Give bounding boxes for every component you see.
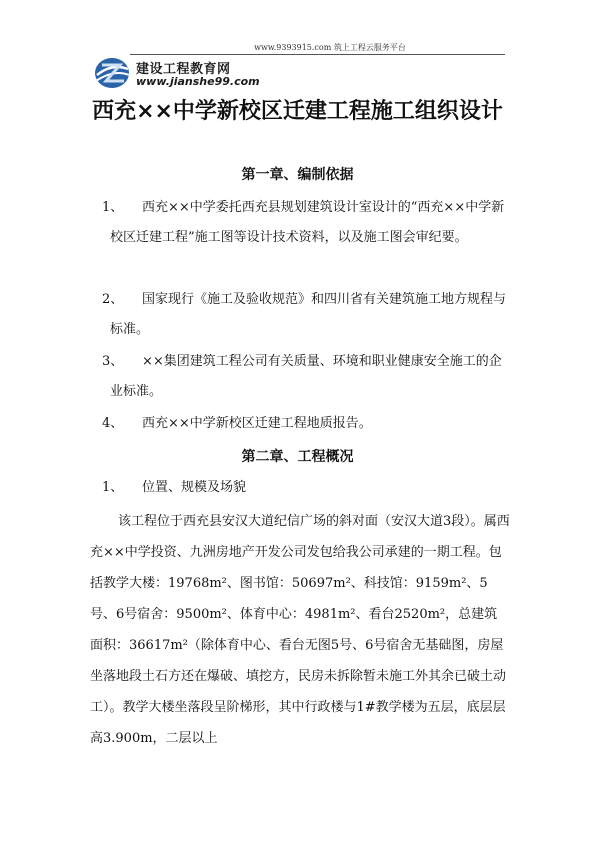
chapter-heading: 第一章、编制依据 [241, 167, 354, 183]
item-number: 3、 [102, 354, 124, 369]
item-text: 西充××中学委托西充县规划建筑设计室设计的“西充××中学新校区迁建工程”施工图等设计技术资料，以及施工图会审纪要。 [110, 200, 505, 245]
sub-item [102, 473, 510, 503]
logo-url: www.jianshe99.com [136, 75, 260, 88]
list-item [102, 193, 510, 253]
item-number: 1、 [102, 480, 124, 495]
item-text: 国家现行《施工及验收规范》和四川省有关建筑施工地方规程与标准。 [110, 292, 507, 337]
logo [92, 55, 260, 95]
item-text: ××集团建筑工程公司有关质量、环境和职业健康安全施工的企业标准。 [110, 354, 502, 399]
list-item [102, 347, 510, 407]
item-number: 1、 [102, 200, 124, 215]
item-number: 4、 [102, 416, 124, 431]
document-title: 西充××中学新校区迁建工程施工组织设计 [92, 99, 503, 124]
chapter-heading: 第二章、工程概况 [241, 449, 354, 465]
item-number: 2、 [102, 292, 124, 307]
logo-name: 建设工程教育网 [136, 62, 231, 77]
project-overview-paragraph: 该工程位于西充县安汉大道纪信广场的斜对面（安汉大道3段）。属西充××中学投资、九洲房地产开发公司发包给我公司承建的一期工程。包括教学大楼：19768m²、图书馆：50697m²、科技馆：9159m²、5号、6号宿舍：9500m²、体育中心：4981m²、看台2520m²，总建筑面积：36617m²（除体育中心、看台无图5号、6号宿舍无基础图，房屋坐落地段土石方还在爆破、填挖方，民房未拆除暂未施工外其余已破土动工）。教学大楼坐落段呈阶梯形，其中行政楼与1#教学楼为五层，底层层高3.900m，二层以上 [90, 514, 510, 746]
site-url: www.9393915.com 筑上工程云服务平台 [254, 43, 406, 52]
item-text: 西充××中学新校区迁建工程地质报告。 [142, 416, 372, 431]
item-text: 位置、规模及场貌 [142, 480, 247, 495]
list-item [102, 285, 510, 345]
list-item [102, 409, 510, 439]
globe-logo-icon [92, 55, 132, 91]
